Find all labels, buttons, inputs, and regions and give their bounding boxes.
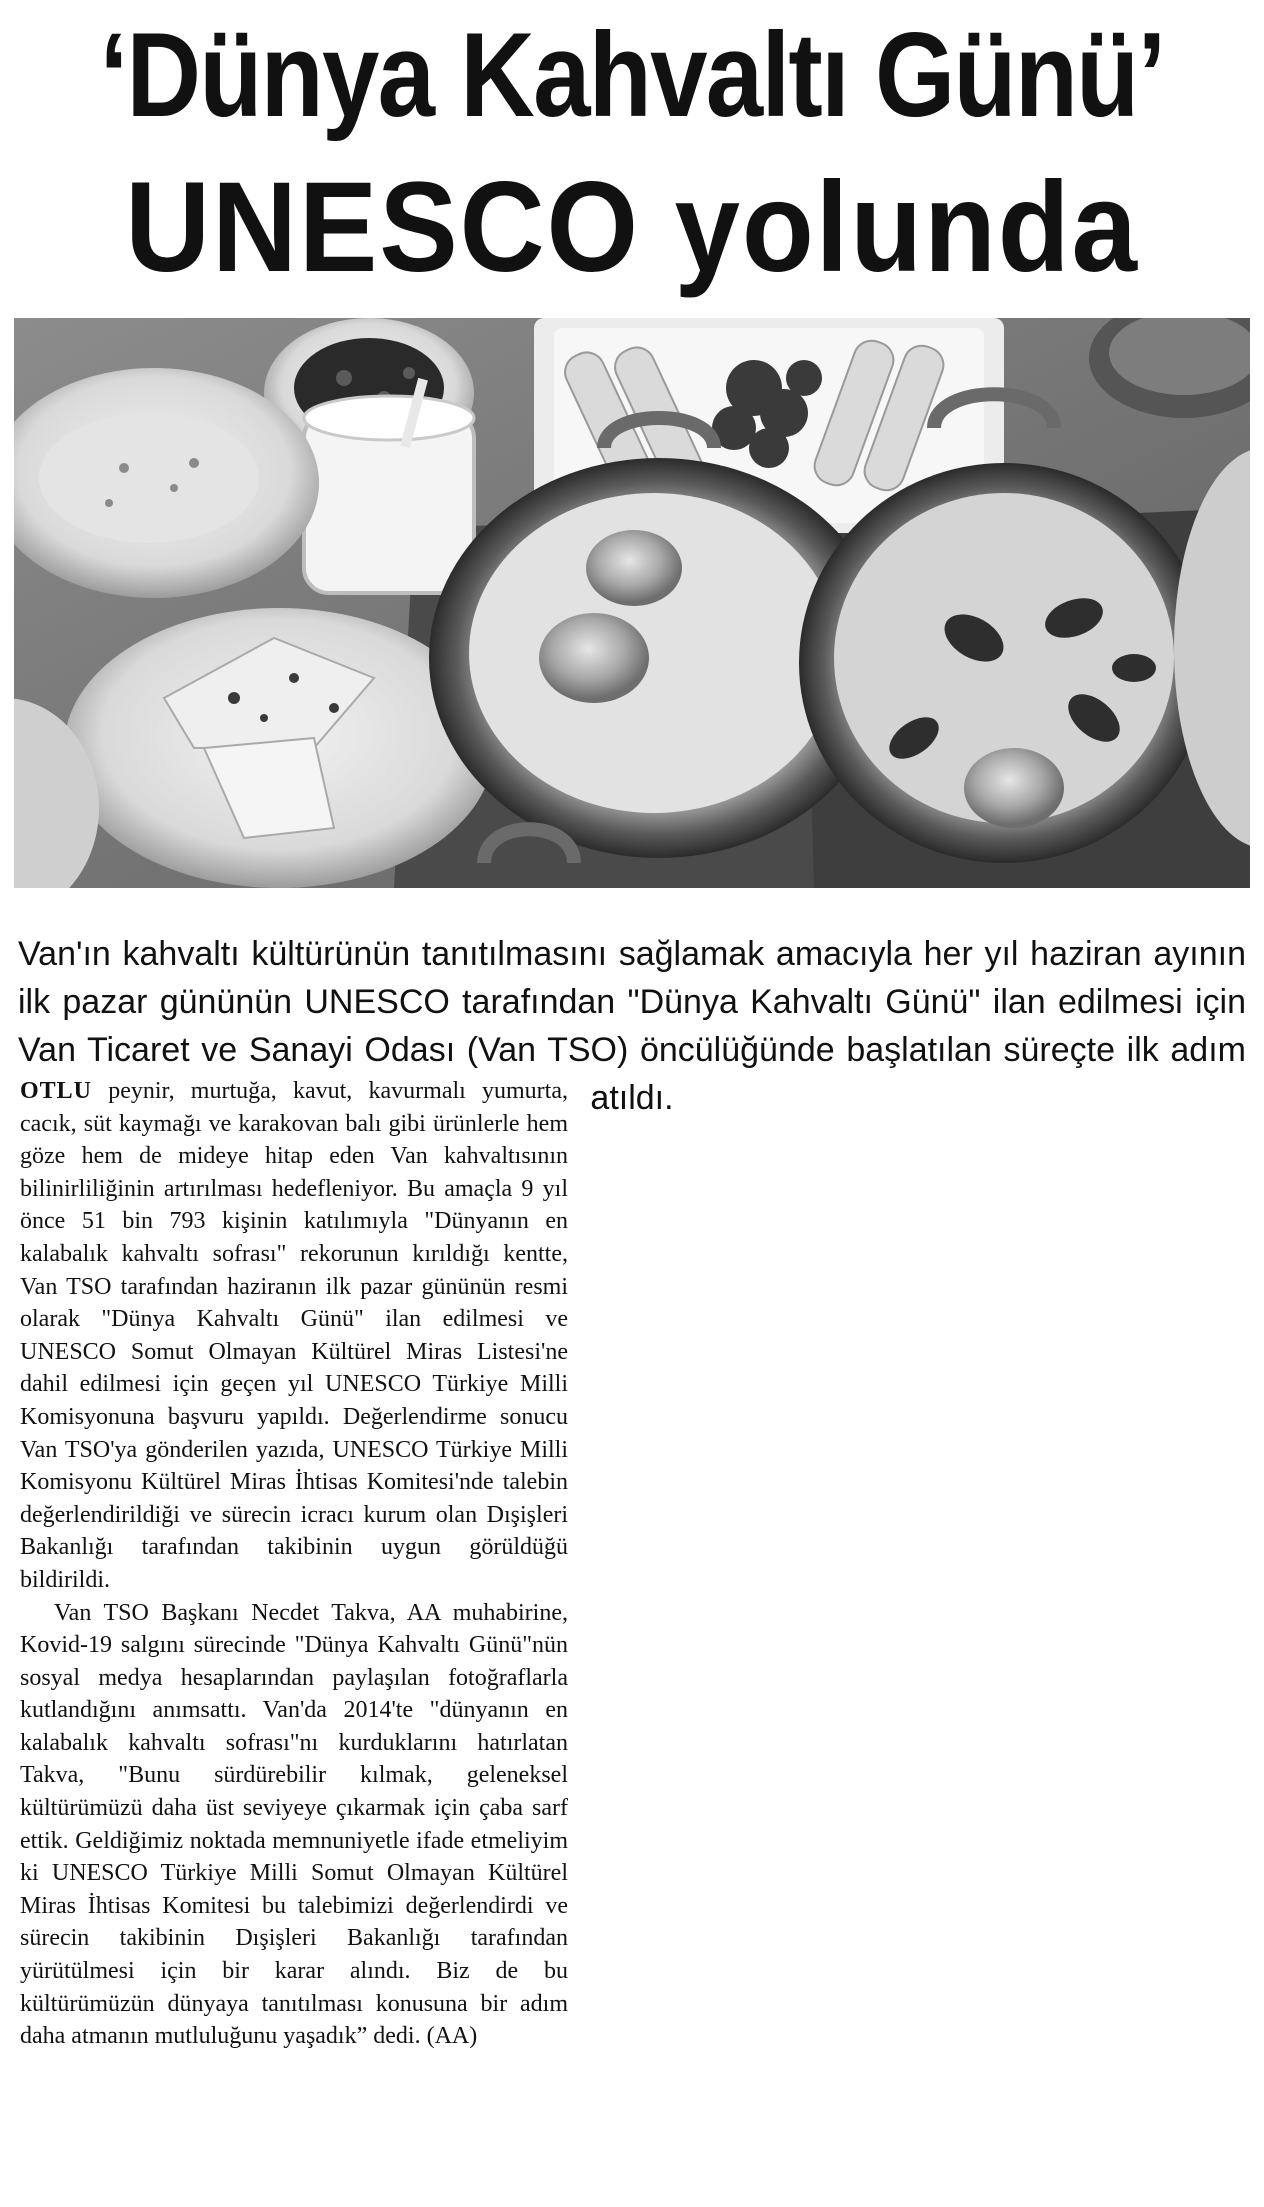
body-paragraph-1 bbox=[20, 1075, 568, 1597]
lead-paragraph: Van'ın kahvaltı kültürünün tanıtılmasını sağlamak amacıyla her yıl haziran ayının ilk pazar gününün UNESCO tarafından "Dünya Kahvaltı Günü" ilan edilmesi için Van Ticaret ve Sanayi Odası (Van TSO) öncülüğünde başlatılan süreçte ilk adım atıldı. bbox=[18, 935, 1246, 1117]
article-body bbox=[20, 1075, 568, 2053]
headline-line-1: ‘Dünya Kahvaltı Günü’ bbox=[99, 8, 1165, 142]
headline-line-2: UNESCO yolunda bbox=[125, 156, 1139, 299]
body-paragraph-2: Van TSO Başkanı Necdet Takva, AA muhabirine, Kovid-19 salgını sürecinde "Dünya Kahvaltı Günü"nün sosyal medya hesaplarından paylaşılan fotoğraflarla kutlandığını anımsattı. Van'da 2014'te "dünyanın en kalabalık kahvaltı sofrası"nı kurduklarını hatırlatan Takva, "Bunu sürdürebilir kılmak, geleneksel kültürümüzü daha üst seviyeye çıkarmak için çaba sarf ettik. Geldiğimiz noktada memnuniyetle ifade etmeliyim ki UNESCO Türkiye Milli Somut Olmayan Kültürel Miras İhtisas Komitesi bu talebimizi değerlendirdi ve sürecin takibinin Dışişleri Bakanlığı tarafından yürütülmesi için bir karar alındı. Biz de bu kültürümüzün dünyaya tanıtılması konusuna bir adım daha atmanın mutluluğunu yaşadık” dedi. (AA) bbox=[20, 1599, 568, 2050]
breakfast-photo bbox=[14, 318, 1250, 888]
body-paragraph-1-text: peynir, murtuğa, kavut, kavurmalı yumurta, cacık, süt kaymağı ve karakovan balı gibi ürünlerle hem göze hem de mideye hitap eden Van kahvaltısının bilinirliliğinin artırılması hedefleniyor. Bu amaçla 9 yıl önce 51 bin 793 kişinin katılımıyla "Dünyanın en kalabalık kahvaltı sofrası" rekorunun kırıldığı kentte, Van TSO tarafından haziranın ilk pazar gününün resmi olarak "Dünya Kahvaltı Günü" ilan edilmesi ve UNESCO Somut Olmayan Kültürel Miras Listesi'ne dahil edilmesi için geçen yıl UNESCO Türkiye Milli Komisyonuna başvuru yapıldı. Değerlendirme sonucu Van TSO'ya gönderilen yazıda, UNESCO Türkiye Milli Komisyonu Kültürel Miras İhtisas Komitesi'nde talebin değerlendirildiği ve sürecin icracı kurum olan Dışişleri Bakanlığı tarafından takibinin uygun görüldüğü bildirildi. bbox=[20, 1078, 568, 1593]
lead-word: OTLU bbox=[20, 1078, 93, 1104]
breakfast-photo-icon bbox=[14, 318, 1250, 888]
